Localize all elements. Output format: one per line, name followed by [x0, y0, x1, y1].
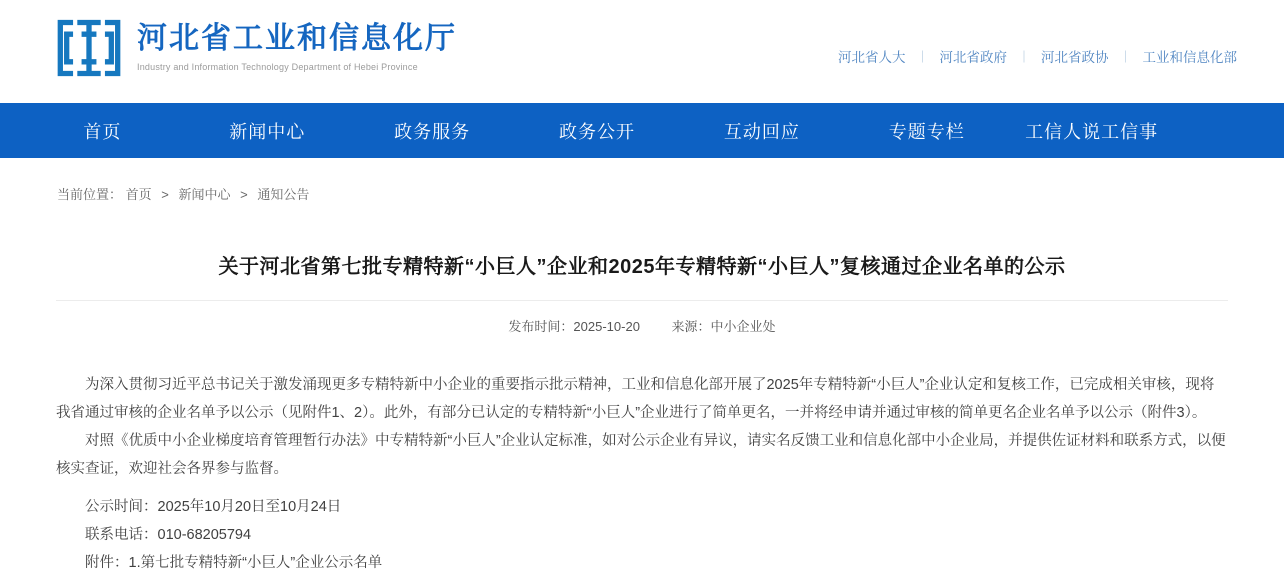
- nav-item-government-services[interactable]: 政务服务: [394, 121, 471, 142]
- site-header: [0, 0, 1284, 103]
- link-separator: ｜: [1017, 49, 1030, 64]
- nav-item-special-columns[interactable]: 专题专栏: [888, 121, 965, 142]
- paragraph-2: 对照《优质中小企业梯度培育管理暂行办法》中专精特新“小巨人”企业认定标准，如对公示企业有异议，请实名反馈工业和信息化部中小企业局，并提供佐证材料和联系方式，以便核实查证，欢迎社会各界参与监督。: [56, 433, 1226, 477]
- nav-item-miit-people[interactable]: 工信人说工信事: [1025, 121, 1159, 142]
- nav-item-home[interactable]: 首页: [83, 121, 122, 142]
- hebei-miit-logo-icon: [55, 14, 123, 82]
- breadcrumb-home[interactable]: 首页: [125, 187, 152, 202]
- link-miit[interactable]: 工业和信息化部: [1142, 50, 1237, 65]
- title-divider: [56, 300, 1228, 301]
- breadcrumb-news-center[interactable]: 新闻中心: [178, 187, 231, 202]
- nav-item-interaction[interactable]: 互动回应: [723, 121, 800, 142]
- paragraph-1: 为深入贯彻习近平总书记关于激发涌现更多专精特新中小企业的重要指示批示精神，工业和信息化部开展了2025年专精特新“小巨人”企业认定和复核工作，已完成相关审核，现将我省通过审核的企业名单予以公示（见附件1、2）。此外，有部分已认定的专精特新“小巨人”企业进行了简单更名，一并将经申请并通过审核的简单更名企业名单予以公示（附件3）。: [56, 377, 1215, 421]
- article-body: [56, 371, 1228, 577]
- site-title: 河北省工业和信息化厅: [137, 22, 457, 55]
- breadcrumb-notices[interactable]: 通知公告: [257, 187, 310, 202]
- breadcrumb-separator: >: [161, 187, 169, 202]
- contact-phone: 联系电话：010-68205794: [85, 527, 252, 543]
- site-logo[interactable]: [55, 14, 457, 82]
- site-identity: [137, 14, 457, 72]
- main-nav: [0, 103, 1284, 158]
- article-meta: [56, 316, 1228, 335]
- breadcrumb-separator: >: [240, 187, 248, 202]
- attachment-label: 附件：: [85, 555, 129, 571]
- breadcrumb: [57, 184, 1284, 203]
- publicity-period: 公示时间：2025年10月20日至10月24日: [85, 499, 342, 515]
- attachment-1-link[interactable]: 1.第七批专精特新“小巨人”企业公示名单: [128, 555, 383, 571]
- external-links: [838, 46, 1237, 66]
- link-separator: ｜: [1119, 49, 1132, 64]
- article-title: 关于河北省第七批专精特新“小巨人”企业和2025年专精特新“小巨人”复核通过企业名单的公示: [218, 256, 1066, 278]
- article-source: 来源：中小企业处: [671, 319, 776, 334]
- link-hebei-peoples-congress[interactable]: 河北省人大: [837, 50, 906, 65]
- link-hebei-government[interactable]: 河北省政府: [939, 50, 1007, 65]
- attachment-line: [56, 549, 1228, 577]
- breadcrumb-prefix: 当前位置：: [57, 187, 123, 202]
- site-subtitle: Industry and Information Technology Department of Hebei Province: [137, 62, 418, 72]
- link-separator: ｜: [916, 49, 929, 64]
- nav-item-news-center[interactable]: 新闻中心: [229, 121, 306, 142]
- article: [56, 250, 1228, 577]
- nav-item-information-disclosure[interactable]: 政务公开: [559, 121, 635, 142]
- publish-time: 发布时间：2025-10-20: [508, 319, 640, 334]
- link-hebei-cppcc[interactable]: 河北省政协: [1040, 50, 1109, 65]
